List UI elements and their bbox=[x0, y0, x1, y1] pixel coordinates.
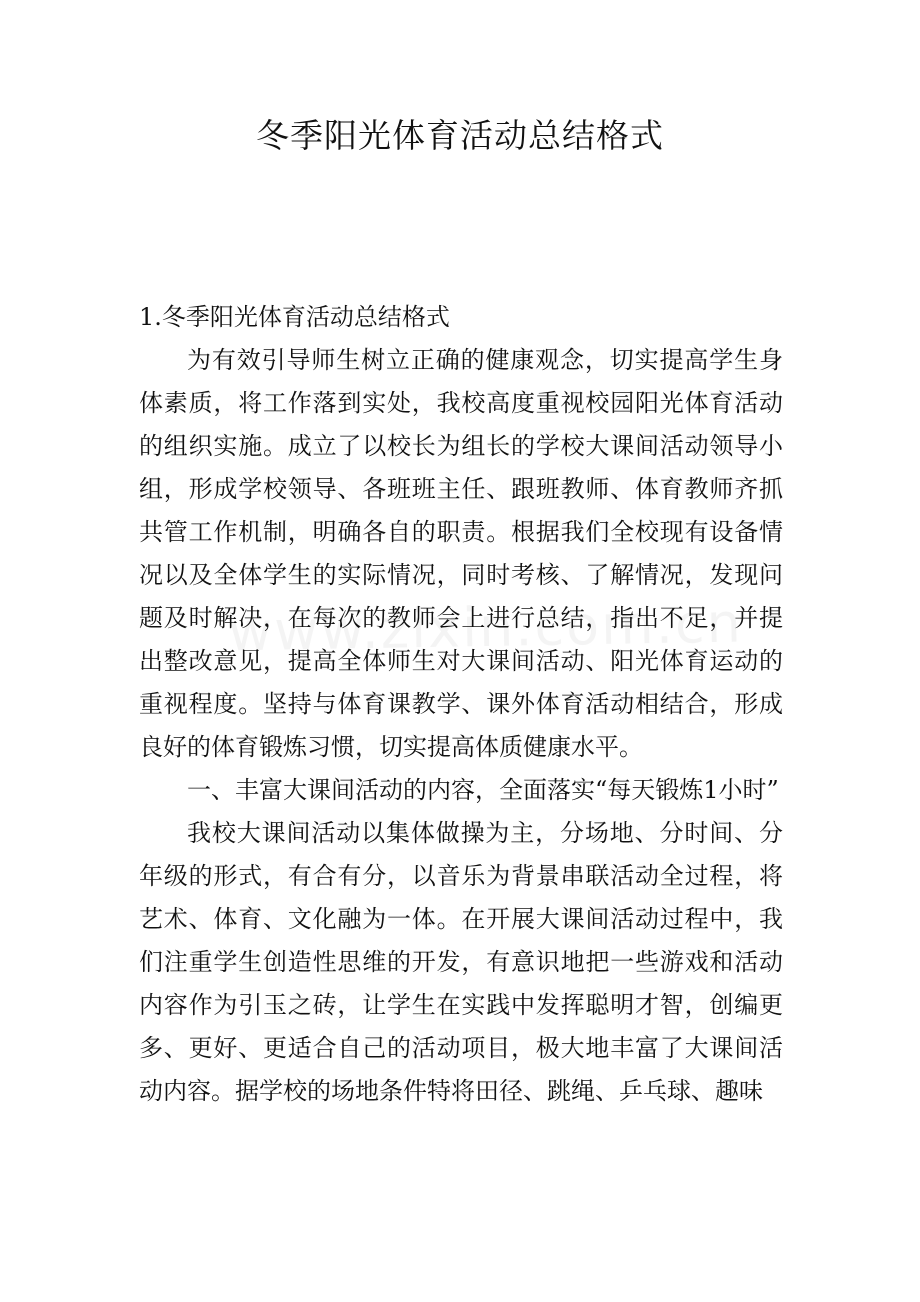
subsection-heading: 一、丰富大课间活动的内容，全面落实“每天锻炼1小时” bbox=[187, 776, 779, 804]
body-paragraph: 我校大课间活动以集体做操为主，分场地、分时间、分年级的形式，有合有分，以音乐为背景串联活动全过程，将艺术、体育、文化融为一体。在开展大课间活动过程中，我们注重学生创造性思维的开发，有意识地把一些游戏和活动内容作为引玉之砖，让学生在实践中发挥聪明才智，创编更多、更好、更适合自己的活动项目，极大地丰富了大课间活动内容。据学校的场地条件特将田径、跳绳、乒乓球、趣味 bbox=[139, 819, 783, 1105]
section-heading: 1.冬季阳光体育活动总结格式 bbox=[139, 303, 450, 331]
intro-paragraph: 为有效引导师生树立正确的健康观念，切实提高学生身体素质，将工作落到实处，我校高度重视校园阳光体育活动的组织实施。成立了以校长为组长的学校大课间活动领导小组，形成学校领导、各班班主任、跟班教师、体育教师齐抓共管工作机制，明确各自的职责。根据我们全校现有设备情况以及全体学生的实际情况，同时考核、了解情况，发现问题及时解决，在每次的教师会上进行总结，指出不足，并提出整改意见，提高全体师生对大课间活动、阳光体育运动的重视程度。坚持与体育课教学、课外体育活动相结合，形成良好的体育锻炼习惯，切实提高体质健康水平。 bbox=[139, 346, 783, 761]
document-body bbox=[139, 296, 783, 1113]
document-title: 冬季阳光体育活动总结格式 bbox=[256, 116, 664, 155]
